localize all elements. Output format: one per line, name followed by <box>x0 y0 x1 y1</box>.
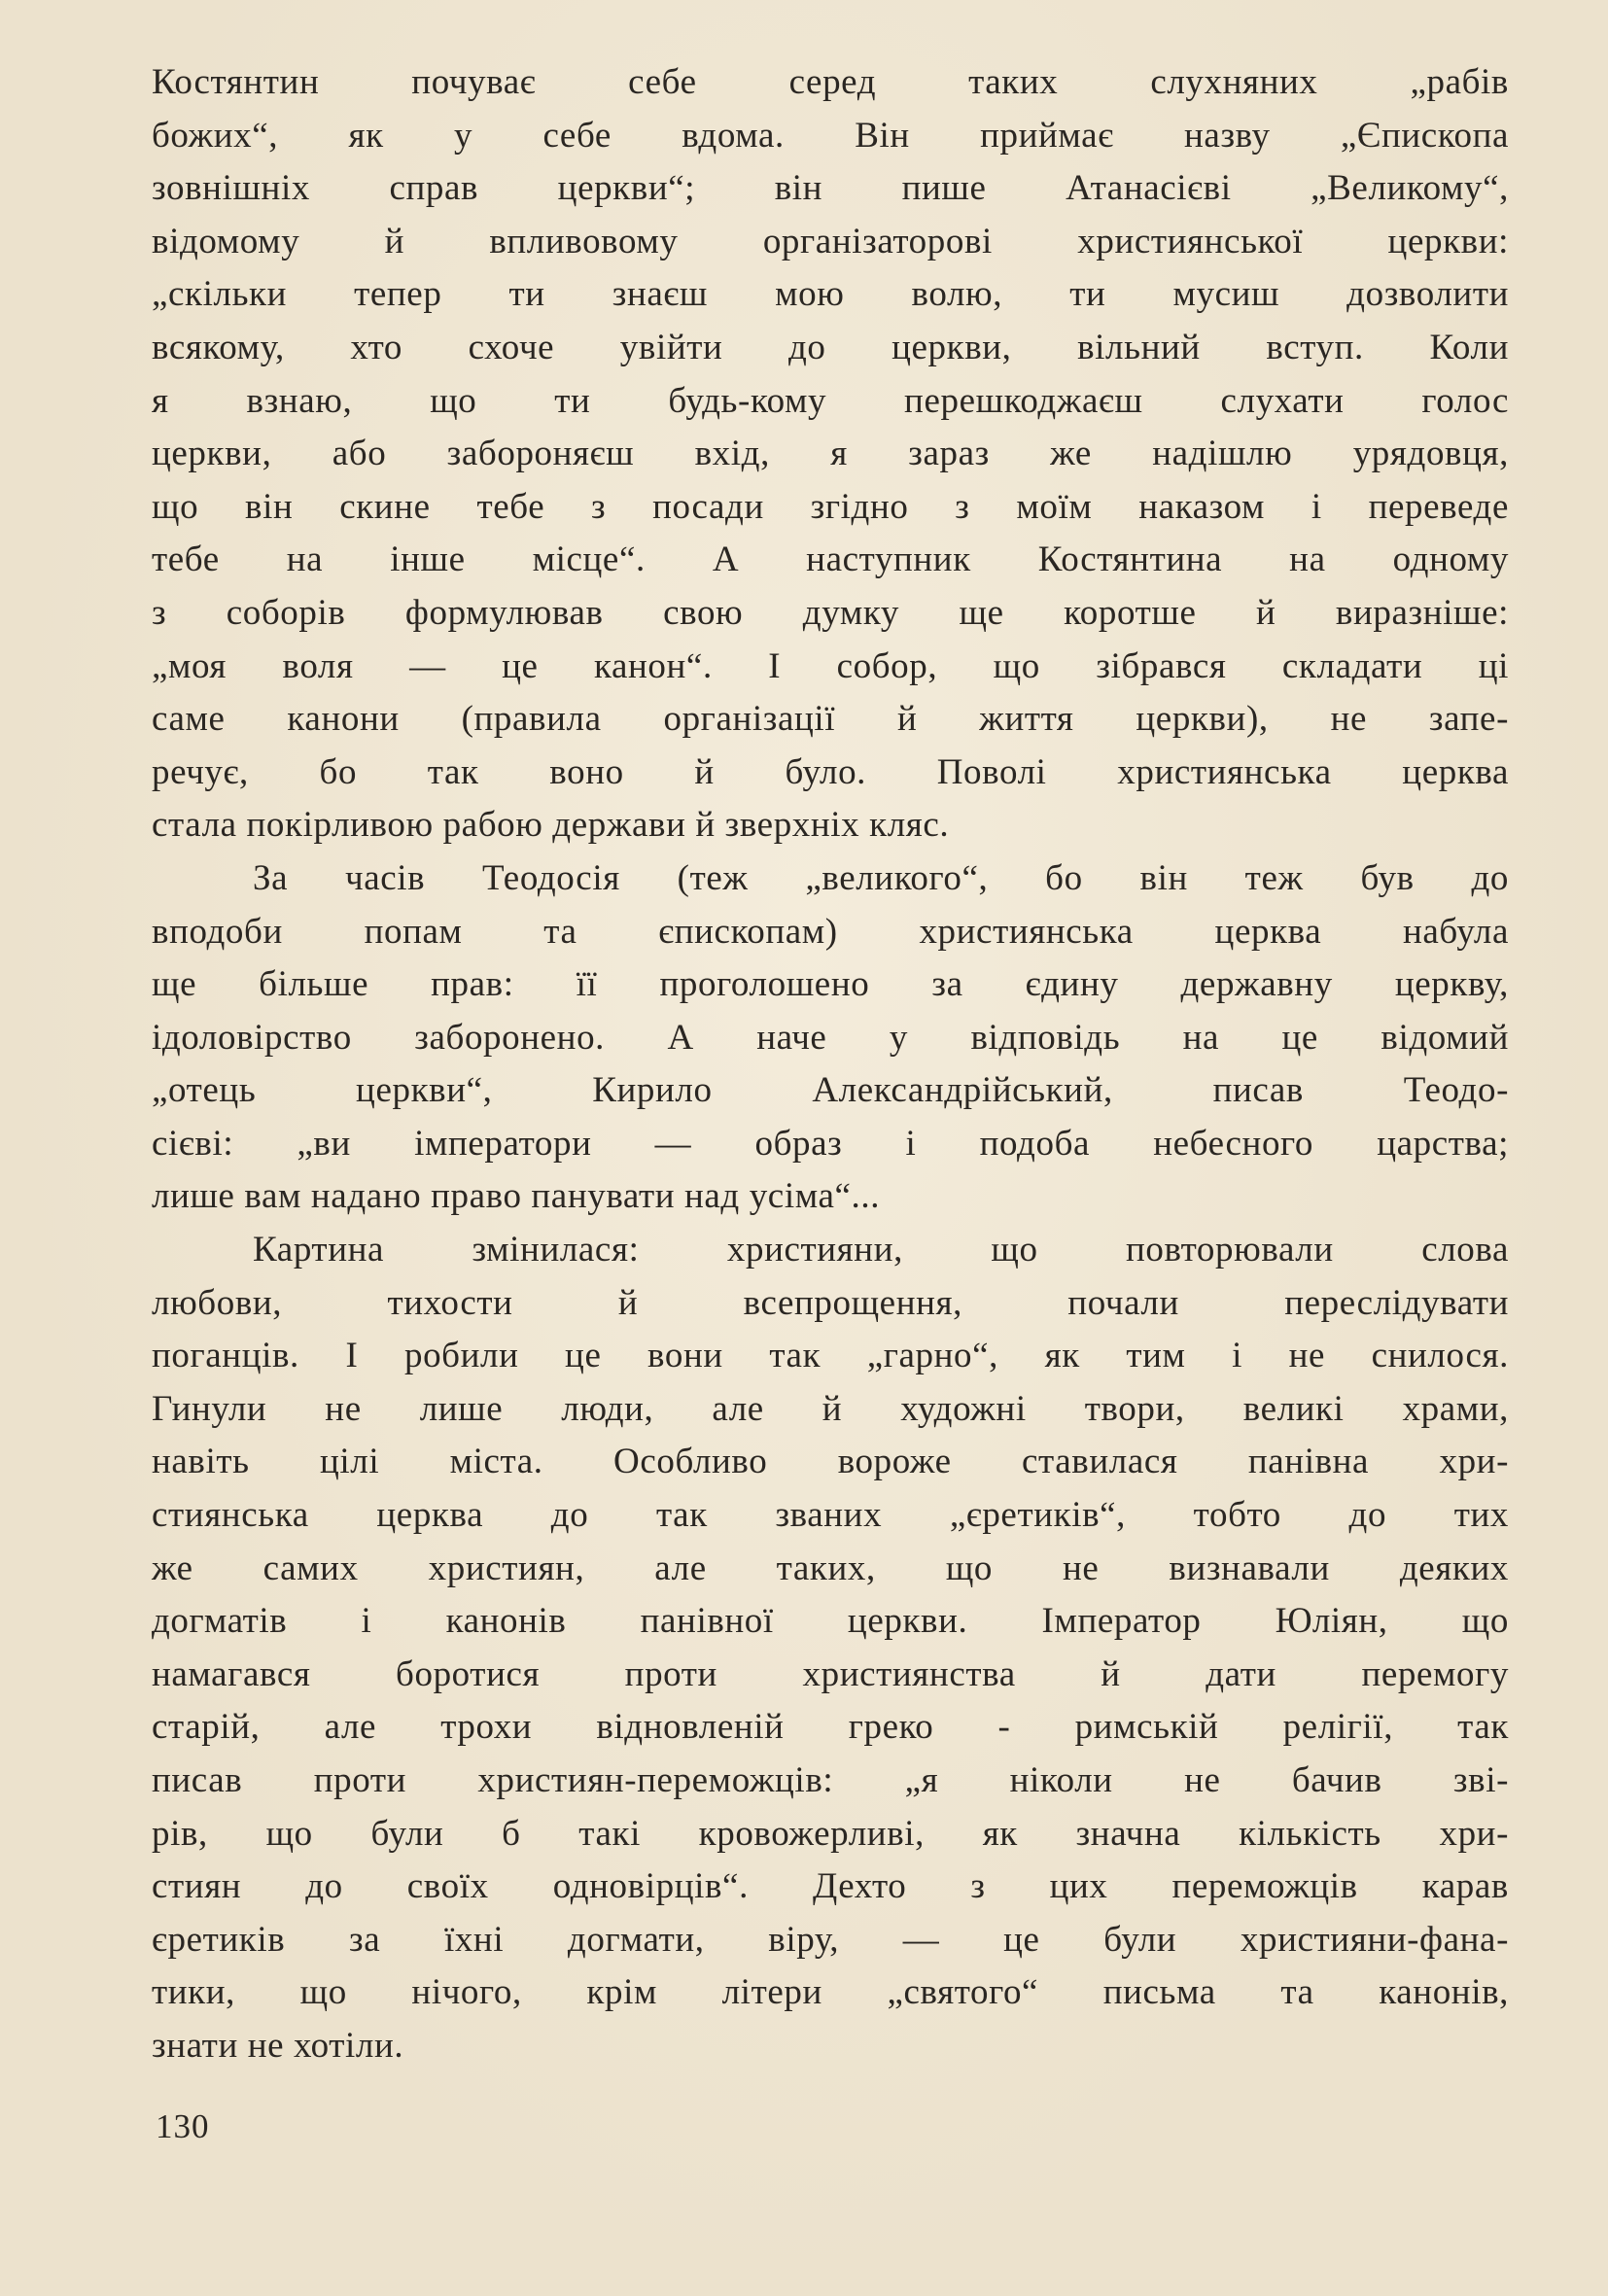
text-line: поганців. І робили це вони так „гарно“, як тим і не снилося. <box>152 1336 1509 1376</box>
text-line: „моя воля — це канон“. І собор, що зібрався складати ці <box>152 645 1509 686</box>
text-line: тебе на інше місце“. А наступник Костянтина на одному <box>152 539 1509 580</box>
text-line: ще більше прав: її проголошено за єдину державну церкву, <box>152 964 1509 1005</box>
text-line: що він скине тебе з посади згідно з моїм наказом і переведе <box>152 486 1509 527</box>
text-line: божих“, як у себе вдома. Він приймає назву „Єпископа <box>152 115 1509 156</box>
text-line: навіть цілі міста. Особливо вороже ставилася панівна хри- <box>152 1442 1509 1482</box>
paragraph-start-line: Картина змінилася: християни, що повторювали слова <box>253 1230 1509 1270</box>
text-line: єретиків за їхні догмати, віру, — це були християни-фана- <box>152 1919 1509 1960</box>
text-line: церкви, або забороняєш вхід, я зараз же надішлю урядовця, <box>152 434 1509 474</box>
text-line: стиянська церква до так званих „єретиків“, тобто до тих <box>152 1495 1509 1536</box>
text-line: речує, бо так воно й було. Поволі християнська церква <box>152 751 1509 792</box>
paragraph-end-line: стала покірливою рабою держави й зверхніх кляс. <box>152 805 950 846</box>
page-number: 130 <box>156 2107 210 2145</box>
text-line: я взнаю, що ти будь-кому перешкоджаєш слухати голос <box>152 380 1509 421</box>
text-line: саме канони (правила організації й життя церкви), не запе- <box>152 699 1509 740</box>
text-line: вподоби попам та єпископам) християнська церква набула <box>152 911 1509 952</box>
text-line: же самих християн, але таких, що не визнавали деяких <box>152 1548 1509 1588</box>
text-line: „отець церкви“, Кирило Александрійський, писав Теодо- <box>152 1070 1509 1111</box>
text-line: відомому й впливовому організаторові християнської церкви: <box>152 221 1509 261</box>
paragraph-end-line: лише вам надано право панувати над усіма“... <box>152 1176 881 1217</box>
text-line: старій, але трохи відновленій греко - римській релігії, так <box>152 1707 1509 1748</box>
text-line: „скільки тепер ти знаєш мою волю, ти мусиш дозволити <box>152 274 1509 315</box>
text-line: Гинули не лише люди, але й художні твори, великі храми, <box>152 1388 1509 1429</box>
paragraph-end-line: знати не хотіли. <box>152 2025 404 2066</box>
text-line: сієві: „ви імператори — образ і подоба небесного царства; <box>152 1123 1509 1164</box>
text-line: зовнішніх справ церкви“; він пише Атанасієві „Великому“, <box>152 168 1509 209</box>
text-line: стиян до своїх одновірців“. Дехто з цих переможців карав <box>152 1866 1509 1907</box>
text-line: писав проти християн-переможців: „я ніколи не бачив зві- <box>152 1760 1509 1800</box>
paragraph-start-line: За часів Теодосія (теж „великого“, бо він теж був до <box>253 857 1509 898</box>
text-line: догматів і канонів панівної церкви. Імператор Юліян, що <box>152 1601 1509 1642</box>
text-line: любови, тихости й всепрощення, почали переслідувати <box>152 1282 1509 1323</box>
text-line: намагався боротися проти християнства й дати перемогу <box>152 1653 1509 1694</box>
text-line: всякому, хто схоче увійти до церкви, вільний вступ. Коли <box>152 327 1509 367</box>
text-line: з соборів формулював свою думку ще коротше й виразніше: <box>152 592 1509 633</box>
text-line: ідоловірство заборонено. А наче у відповідь на це відомий <box>152 1017 1509 1058</box>
text-line: тики, що нічого, крім літери „святого“ письма та канонів, <box>152 1972 1509 2013</box>
body-text <box>152 56 1509 2073</box>
text-line: рів, що були б такі кровожерливі, як значна кількість хри- <box>152 1813 1509 1854</box>
text-line: Костянтин почуває себе серед таких слухняних „рабів <box>152 62 1509 102</box>
